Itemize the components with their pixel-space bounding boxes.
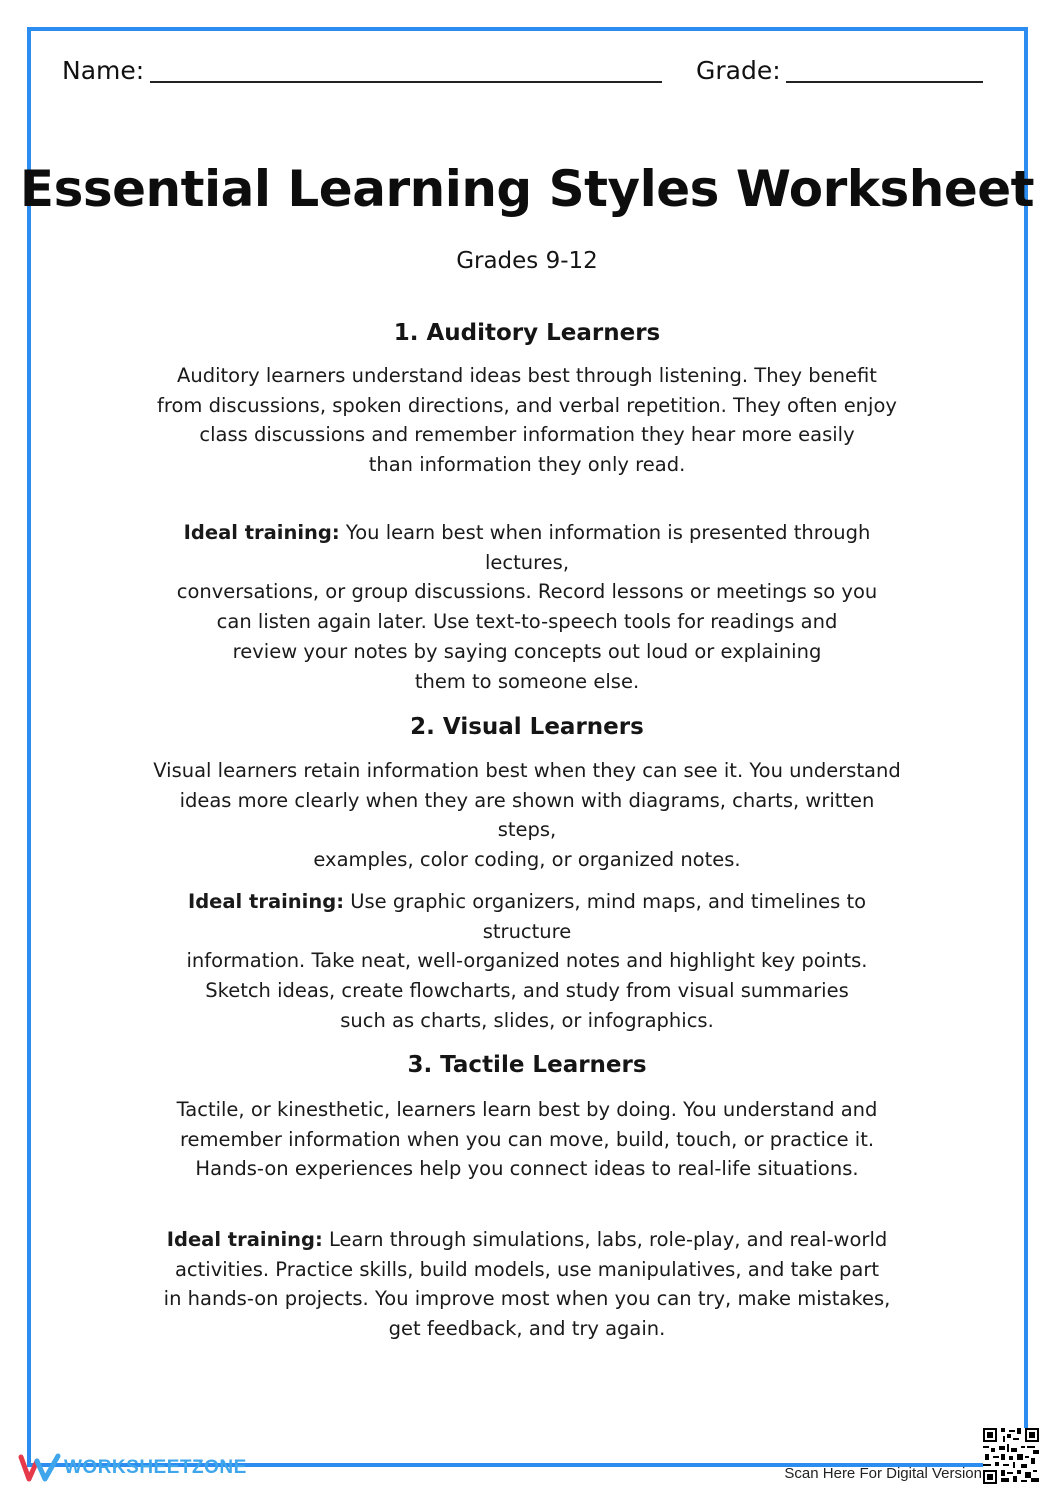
- text-line: Sketch ideas, create flowcharts, and study from visual summaries: [205, 979, 849, 1003]
- text-line: Hands-on experiences help you connect ideas to real-life situations.: [195, 1157, 859, 1181]
- training-text: You learn best when information is presented through lectures,: [339, 521, 871, 574]
- text-line: class discussions and remember information they hear more easily: [199, 423, 855, 447]
- text-line: than information they only read.: [368, 453, 686, 477]
- text-line: get feedback, and try again.: [388, 1317, 666, 1341]
- text-line: remember information when you can move, build, touch, or practice it.: [179, 1127, 875, 1151]
- name-field-line[interactable]: [150, 81, 662, 83]
- text-line: them to someone else.: [414, 669, 640, 693]
- text-line: Tactile, or kinesthetic, learners learn best by doing. You understand and: [176, 1098, 878, 1121]
- page-subtitle: Grades 9-12: [456, 248, 598, 274]
- section-heading-auditory: 1. Auditory Learners: [393, 320, 661, 346]
- logo-w-icon: [18, 1453, 62, 1483]
- text-line: examples, color coding, or organized notes.: [313, 848, 741, 872]
- text-line: ideas more clearly when they are shown with diagrams, charts, written steps,: [179, 788, 875, 842]
- text-line: Auditory learners understand ideas best through listening. They benefit: [177, 364, 877, 387]
- training-label: Ideal training:: [183, 521, 340, 544]
- training-label: Ideal training:: [166, 1228, 323, 1251]
- text-line: such as charts, slides, or infographics.: [340, 1008, 714, 1032]
- name-label: Name:: [62, 56, 145, 85]
- worksheetzone-logo[interactable]: [18, 1452, 258, 1484]
- student-info-row: [62, 56, 982, 88]
- page-title: Essential Learning Styles Worksheet: [19, 160, 1035, 218]
- qr-code-icon[interactable]: [983, 1428, 1039, 1484]
- grade-field-line[interactable]: [786, 81, 983, 83]
- section-description-visual: [150, 756, 904, 875]
- text-line: activities. Practice skills, build models, use manipulatives, and take part: [174, 1257, 880, 1281]
- text-line: from discussions, spoken directions, and verbal repetition. They often enjoy: [157, 393, 897, 417]
- text-line: review your notes by saying concepts out loud or explaining: [232, 639, 822, 663]
- training-text: Learn through simulations, labs, role-play, and real-world: [322, 1228, 888, 1251]
- section-heading-tactile: 3. Tactile Learners: [407, 1052, 647, 1078]
- scan-caption: Scan Here For Digital Version: [784, 1465, 982, 1482]
- section-training-tactile: [150, 1225, 904, 1344]
- text-line: in hands-on projects. You improve most when you can try, make mistakes,: [163, 1287, 891, 1311]
- section-heading-visual: 2. Visual Learners: [410, 714, 644, 740]
- text-line: [150, 518, 904, 577]
- training-label: Ideal training:: [187, 890, 344, 913]
- text-line: [150, 1225, 904, 1255]
- grade-label: Grade:: [696, 56, 781, 85]
- section-description-auditory: [150, 361, 904, 480]
- training-text: Use graphic organizers, mind maps, and timelines to structure: [344, 890, 867, 943]
- logo-text: WORKSHEETZONE: [64, 1457, 247, 1478]
- section-training-auditory: [150, 518, 904, 696]
- text-line: conversations, or group discussions. Record lessons or meetings so you: [176, 580, 878, 604]
- text-line: can listen again later. Use text-to-speech tools for readings and: [216, 610, 838, 634]
- text-line: information. Take neat, well-organized notes and highlight key points.: [186, 949, 868, 973]
- section-training-visual: [150, 887, 904, 1036]
- text-line: Visual learners retain information best when they can see it. You understand: [153, 759, 901, 782]
- section-description-tactile: [150, 1095, 904, 1184]
- text-line: [150, 887, 904, 946]
